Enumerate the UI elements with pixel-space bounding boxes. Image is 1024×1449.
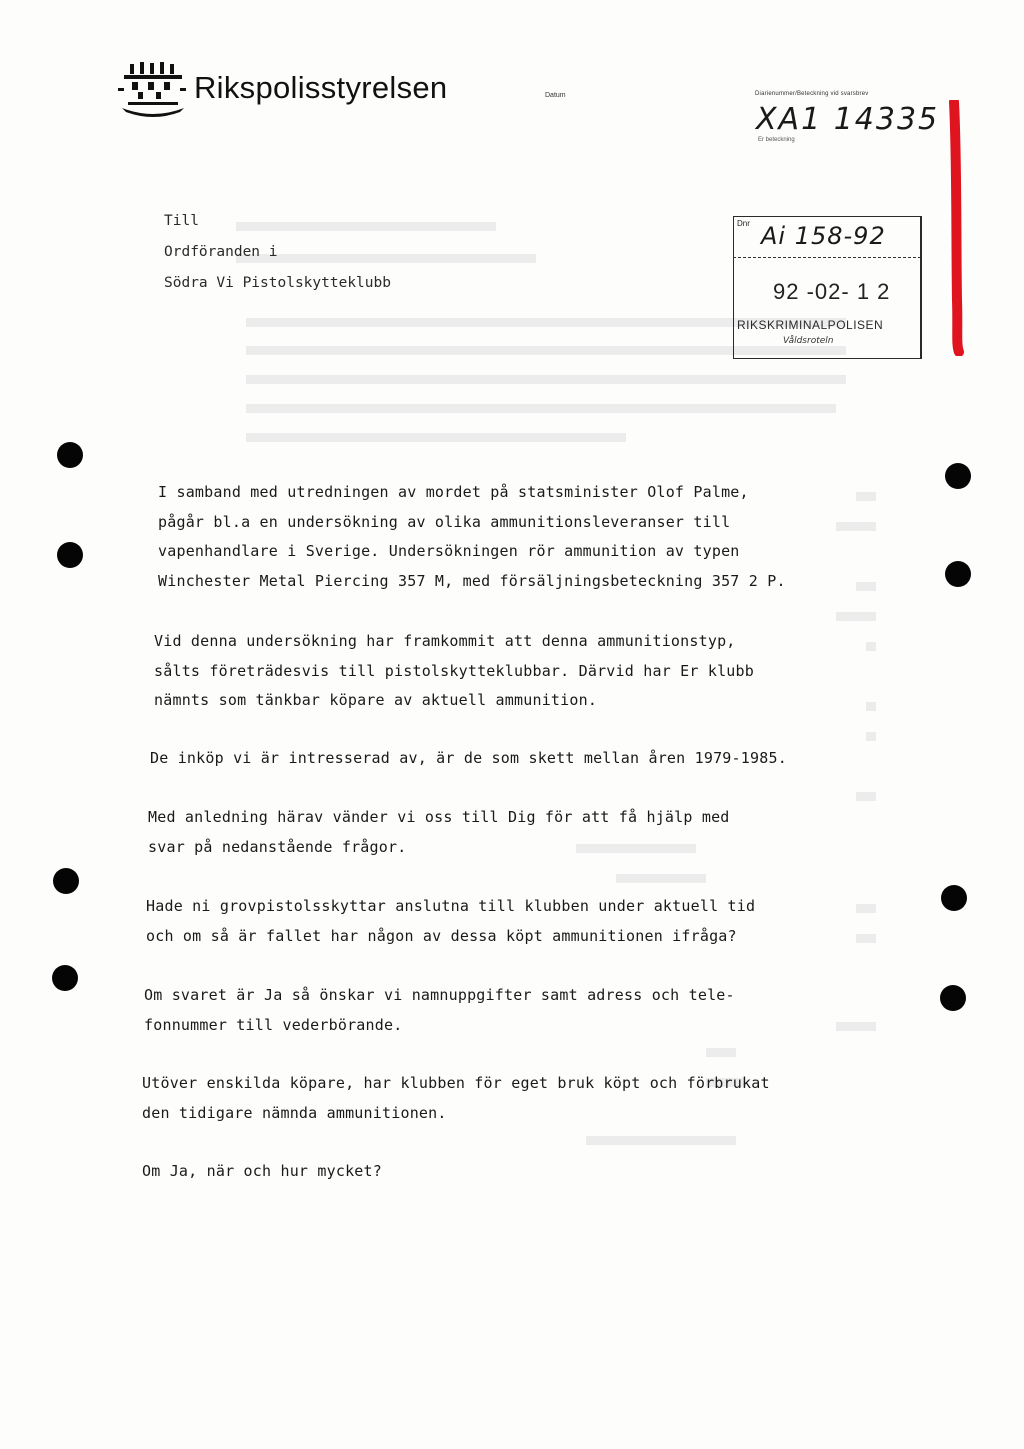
- paragraph-line: De inköp vi är intresserad av, är de som skett mellan åren 1979-1985.: [150, 749, 787, 767]
- punch-hole: [52, 965, 78, 991]
- paragraph-line: vapenhandlare i Sverige. Undersökningen rör ammunition av typen: [158, 542, 740, 560]
- body-paragraph: [142, 1069, 862, 1128]
- paragraph-line: Om svaret är Ja så önskar vi namnuppgifter samt adress och tele-: [144, 986, 735, 1004]
- body-paragraph: [144, 981, 864, 1040]
- organization-name: Rikspolisstyrelsen: [194, 70, 448, 105]
- received-stamp: [733, 216, 921, 361]
- punch-hole: [941, 885, 967, 911]
- stamp-dnr-number: Ai 158-92: [761, 222, 886, 250]
- paragraph-line: svar på nedanstående frågor.: [148, 837, 407, 856]
- paragraph-line: Hade ni grovpistolsskyttar anslutna till klubben under aktuell tid: [146, 897, 756, 915]
- body-paragraph: [154, 627, 874, 716]
- paragraph-line: den tidigare nämnda ammunitionen.: [142, 1103, 447, 1122]
- body-paragraph: [146, 892, 866, 951]
- punch-hole: [57, 542, 83, 568]
- paragraph-line: I samband med utredningen av mordet på statsminister Olof Palme,: [158, 483, 749, 501]
- stamp-divider: [733, 257, 921, 258]
- your-reference-label: Er beteckning: [758, 137, 795, 143]
- stamp-organization: RIKSKRIMINALPOLISEN: [737, 318, 884, 332]
- date-field-label: Datum: [545, 92, 566, 99]
- recipient-line: Ordföranden i: [164, 244, 278, 260]
- punch-hole: [940, 985, 966, 1011]
- body-paragraph: [150, 744, 870, 774]
- stamp-date: 92 -02- 1 2: [773, 279, 891, 304]
- coat-of-arms-logo: [118, 62, 188, 120]
- paragraph-line: Utöver enskilda köpare, har klubben för eget bruk köpt och förbrukat: [142, 1074, 770, 1092]
- punch-hole: [53, 868, 79, 894]
- handwritten-reference-number: XA1 14335: [756, 102, 940, 137]
- red-margin-mark: [944, 100, 964, 356]
- paragraph-line: Med anledning härav vänder vi oss till Dig för att få hjälp med: [148, 808, 730, 826]
- paragraph-line: fonnummer till vederbörande.: [144, 1015, 403, 1034]
- body-paragraph: [142, 1157, 862, 1187]
- recipient-address: [164, 206, 391, 299]
- paragraph-line: Winchester Metal Piercing 357 M, med försäljningsbeteckning 357 2 P.: [158, 571, 786, 590]
- paragraph-line: Vid denna undersökning har framkommit att denna ammunitionstyp,: [154, 632, 736, 650]
- paragraph-line: Om Ja, när och hur mycket?: [142, 1162, 382, 1180]
- paragraph-line: nämnts som tänkbar köpare av aktuell ammunition.: [154, 691, 598, 709]
- punch-hole: [945, 561, 971, 587]
- paragraph-line: sålts företrädesvis till pistolskytteklubbar. Därvid har Er klubb: [154, 661, 754, 680]
- body-paragraph: [158, 478, 878, 596]
- paragraph-line: och om så är fallet har någon av dessa köpt ammunitionen ifråga?: [146, 926, 737, 945]
- recipient-line: Södra Vi Pistolskytteklubb: [164, 275, 391, 291]
- punch-hole: [945, 463, 971, 489]
- body-paragraph: [148, 803, 868, 862]
- punch-hole: [57, 442, 83, 468]
- reference-field-label: Diarienummer/Beteckning vid svarsbrev: [755, 91, 869, 97]
- stamp-unit: Våldsroteln: [783, 336, 834, 346]
- recipient-line: Till: [164, 213, 199, 229]
- paragraph-line: pågår bl.a en undersökning av olika ammunitionsleveranser till: [158, 512, 731, 531]
- stamp-dnr-label: Dnr: [737, 219, 750, 228]
